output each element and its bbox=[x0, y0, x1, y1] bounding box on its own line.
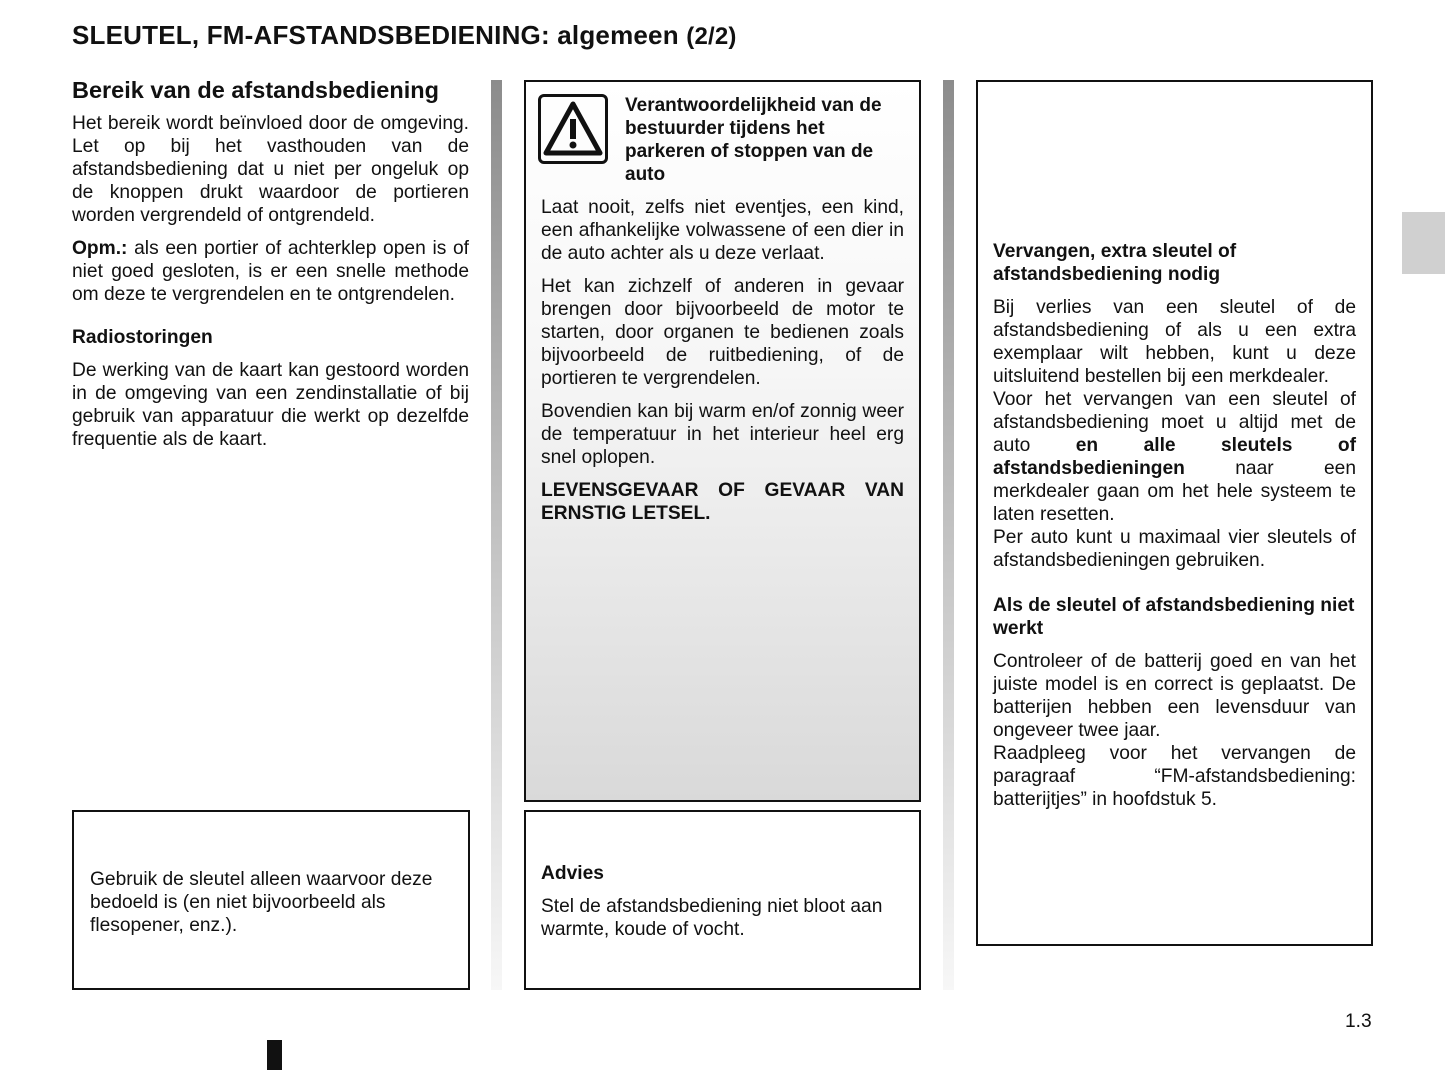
warning-title: Verantwoordelijkheid van de bestuurder tijdens het parkeren of stoppen van de auto bbox=[625, 95, 882, 185]
crop-mark bbox=[267, 1040, 282, 1070]
advice-text: Stel de afstandsbediening niet bloot aan warmte, koude of vocht. bbox=[541, 896, 883, 940]
paragraph: Het bereik wordt beïnvloed door de omgeving. Let op bij het vasthouden van de afstandsbediening dat u niet per ongeluk op de knoppen drukt waardoor de portieren worden vergrendeld of ontgrendeld. bbox=[72, 113, 469, 226]
advice-box bbox=[524, 810, 921, 990]
warning-paragraph: Bovendien kan bij warm en/of zonnig weer de temperatuur in het interieur heel erg snel oplopen. bbox=[541, 401, 904, 468]
text: naar een merkdealer gaan om het hele systeem te laten resetten. bbox=[993, 458, 1356, 525]
subheading: Radiostoringen bbox=[72, 327, 213, 348]
paragraph: De werking van de kaart kan gestoord worden in de omgeving van een zendinstallatie of bij gebruik van apparatuur die werkt op dezelfde frequentie als de kaart. bbox=[72, 360, 469, 450]
section-heading: Bereik van de afstandsbediening bbox=[72, 77, 439, 103]
warning-paragraph: Het kan zichzelf of anderen in gevaar brengen door bijvoorbeeld de motor te starten, door organen te bedienen zoals bijvoorbeeld de ruitbediening, of de portieren te vergrendelen. bbox=[541, 276, 904, 389]
paragraph-note bbox=[72, 237, 469, 306]
paragraph bbox=[993, 388, 1356, 526]
usage-note-box bbox=[72, 810, 470, 990]
warning-danger: LEVENSGEVAAR OF GEVAAR VAN ERNSTIG LETSEL. bbox=[541, 480, 904, 524]
paragraph: Controleer of de batterij goed en van het juiste model is en correct is geplaatst. De batterijen hebben een levensduur van ongeveer twee jaar. bbox=[993, 651, 1356, 741]
paragraph: Per auto kunt u maximaal vier sleutels of afstandsbedieningen gebruiken. bbox=[993, 527, 1356, 571]
warning-triangle-icon bbox=[538, 94, 608, 164]
replacement-heading: Vervangen, extra sleutel of afstandsbediening nodig bbox=[993, 241, 1237, 285]
column-divider bbox=[943, 80, 954, 990]
note-text: als een portier of achterklep open is of niet goed gesloten, is er een snelle methode om deze te vergrendelen en te ontgrendelen. bbox=[72, 238, 469, 305]
usage-note-text: Gebruik de sleutel alleen waarvoor deze bedoeld is (en niet bijvoorbeeld als flesopener, enz.). bbox=[90, 869, 433, 936]
chapter-tab bbox=[1402, 212, 1445, 274]
column-divider bbox=[491, 80, 502, 990]
paragraph: Raadpleeg voor het vervangen de paragraaf “FM-afstandsbediening: batterijtjes” in hoofdstuk 5. bbox=[993, 743, 1356, 810]
info-box bbox=[976, 80, 1373, 946]
note-label: Opm.: bbox=[72, 238, 128, 259]
bold-text: en alle sleutels of afstandsbedieningen bbox=[993, 435, 1356, 479]
not-working-heading: Als de sleutel of afstandsbediening niet werkt bbox=[993, 595, 1355, 639]
warning-box bbox=[524, 80, 921, 802]
text: Voor het vervangen van een sleutel of afstandsbediening moet u altijd met de auto bbox=[993, 389, 1356, 456]
page-title bbox=[72, 20, 737, 50]
page-number: 1.3 bbox=[1345, 1011, 1372, 1032]
title-text: SLEUTEL, FM-AFSTANDSBEDIENING: algemeen bbox=[72, 20, 679, 50]
advice-title: Advies bbox=[541, 863, 604, 884]
column-left bbox=[72, 76, 469, 461]
page-part: (2/2) bbox=[686, 23, 737, 50]
warning-paragraph: Laat nooit, zelfs niet eventjes, een kind, een afhankelijke volwassene of een dier in de auto achter als u deze verlaat. bbox=[541, 197, 904, 264]
paragraph: Bij verlies van een sleutel of de afstandsbediening of als u een extra exemplaar wilt hebben, kunt u deze uitsluitend bestellen bij een merkdealer. bbox=[993, 297, 1356, 387]
